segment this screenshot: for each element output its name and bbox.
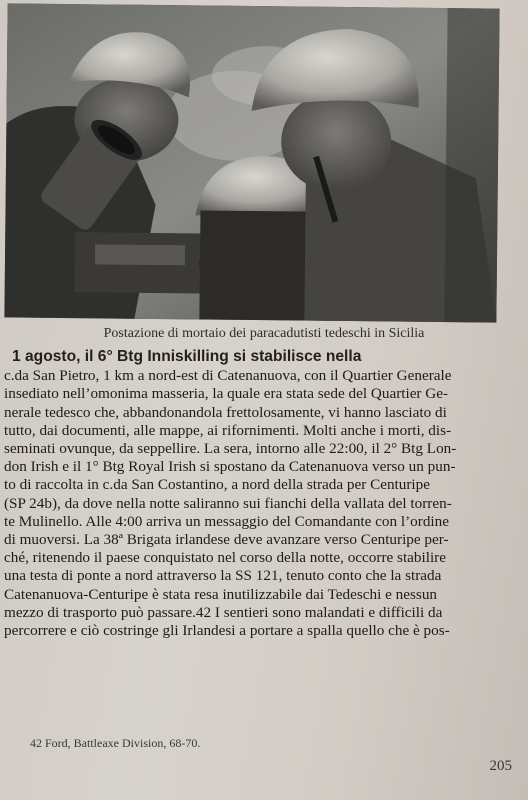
photo-caption: Postazione di mortaio dei paracadutisti tedeschi in Sicilia: [103, 326, 425, 341]
photograph-mortar-position: [4, 3, 499, 322]
section-heading: 1 agosto, il 6° Btg Inniskilling si stabilisce nella: [12, 348, 362, 365]
text-line: di muoversi. La 38ª Brigata irlandese deve avanzare verso Centuripe per-: [4, 531, 449, 549]
text-line: to di raccolta in c.da San Costantino, a nord della strada per Centuripe: [4, 476, 430, 494]
text-line: te Mulinello. Alle 4:00 arriva un messaggio del Comandante con l’ordine: [4, 512, 449, 530]
text-line: c.da San Pietro, 1 km a nord-est di Catenanuova, con il Quartier Generale: [4, 367, 452, 385]
text-line: tutto, dai documenti, alle mappe, ai rifornimenti. Molti anche i morti, dis-: [4, 421, 452, 439]
page-number: 205: [489, 758, 512, 774]
text-line: nerale tedesco che, abbandonandola frettolosamente, vi hanno lasciato di: [4, 403, 447, 421]
text-line: ché, ritenendo il paese conquistato nel corso della notte, occorre stabilire: [4, 549, 446, 567]
text-line: insediato nell’omonima masseria, la quale era stata sede del Quartier Ge-: [4, 385, 449, 403]
photo-illustration: [4, 3, 499, 322]
footnote: 42 Ford, Battleaxe Division, 68-70.: [30, 736, 201, 750]
text-line: mezzo di trasporto può passare.42 I sentieri sono malandati e difficili da: [4, 603, 443, 621]
text-line: don Irish e il 1° Btg Royal Irish si spostano da Catenanuova verso un pun-: [4, 458, 456, 476]
body-text: [4, 348, 524, 640]
text-line: percorrere e ciò costringe gli Irlandesi a portare a spalla quello che è pos-: [4, 622, 450, 640]
text-line: una testa di ponte a nord attraverso la SS 121, tenuto conto che la strada: [4, 567, 442, 585]
text-line: Catenanuova-Centuripe è stata resa inutilizzabile dai Tedeschi e nessun: [4, 585, 438, 603]
text-line: (SP 24b), da dove nella notte saliranno sui fianchi della vallata del torren-: [4, 494, 452, 512]
text-line: seminati ovunque, da seppellire. La sera, intorno alle 22:00, il 2° Btg Lon-: [4, 440, 457, 458]
